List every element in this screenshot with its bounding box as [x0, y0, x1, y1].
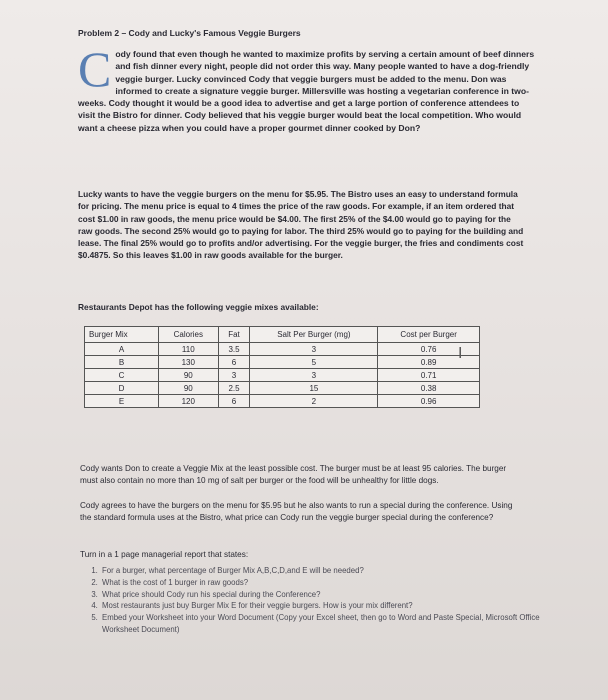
- cell: 130: [159, 356, 219, 369]
- cell: A: [85, 343, 159, 356]
- col-salt: Salt Per Burger (mg): [250, 327, 378, 343]
- cell: E: [85, 395, 159, 408]
- list-item: 1. For a burger, what percentage of Burger Mix A,B,C,D,and E will be needed?: [100, 565, 560, 577]
- cell: 3: [250, 343, 378, 356]
- cell: 6: [218, 395, 250, 408]
- cell: 3: [218, 369, 250, 382]
- cell: 3: [250, 369, 378, 382]
- table-row: [85, 382, 480, 395]
- table-row: [85, 356, 480, 369]
- cell: 3.5: [218, 343, 250, 356]
- col-cost: Cost per Burger: [378, 327, 480, 343]
- table-header-row: [85, 327, 480, 343]
- cell: 6: [218, 356, 250, 369]
- cell: 120: [159, 395, 219, 408]
- problem-title: Problem 2 – Cody and Lucky's Famous Veggie Burgers: [78, 28, 301, 38]
- cell: 0.38: [378, 382, 480, 395]
- constraints-paragraph: Cody wants Don to create a Veggie Mix at the least possible cost. The burger must be at least 95 calories. The burger must also contain no more than 10 mg of salt per burger or the food will be unhealthy for little dogs.: [80, 464, 507, 486]
- col-calories: Calories: [159, 327, 219, 343]
- drop-cap: C: [78, 41, 112, 97]
- table-row: [85, 395, 480, 408]
- veggie-mix-table: [84, 326, 480, 408]
- intro-text: ody found that even though he wanted to maximize profits by serving a certain amount of beef dinners and fish dinner every night, people did not order this way. Many people wanted to have a dog-friendly veggie burger. Lucky convinced Cody that veggie burgers must be added to the menu. Don was informed to create a signature veggie burger. Millersville was hosting a vegetarian conference in two-weeks. Cody thought it would be a good idea to advertise and get a large portion of conference attendees to visit the Bistro for dinner. Cody believed that his veggie burger would beat the local competition. Who would want a cheese pizza when you could have a proper gourmet dinner cooked by Don?: [78, 49, 535, 133]
- table-row: [85, 369, 480, 382]
- cell: 90: [159, 369, 219, 382]
- pricing-paragraph: Lucky wants to have the veggie burgers on the menu for $5.95. The Bistro uses an easy to understand formula for pricing. The menu price is equal to 4 times the price of the raw goods. For example, if an item ordered that cost $1.00 in raw goods, the menu price would be $4.00. The first 25% of the $4.00 would go to paying for the raw goods. The second 25% would go to paying for labor. The third 25% would go to paying for the building and lease. The final 25% would go to profits and/or advertising. For the veggie burger, the fries and condiments cost $0.4875. So this leaves $1.00 in raw goods available for the burger.: [78, 189, 524, 261]
- cell: 15: [250, 382, 378, 395]
- cell: 0.76: [378, 343, 480, 356]
- mixes-intro: Restaurants Depot has the following veggie mixes available:: [78, 302, 319, 312]
- cell: B: [85, 356, 159, 369]
- cell: 0.71: [378, 369, 480, 382]
- cell: 110: [159, 343, 219, 356]
- intro-paragraph: [78, 41, 538, 134]
- text-cursor-icon: I: [458, 345, 463, 362]
- cell: 90: [159, 382, 219, 395]
- list-item: 2. What is the cost of 1 burger in raw goods?: [100, 577, 560, 589]
- cell: C: [85, 369, 159, 382]
- list-item: 4. Most restaurants just buy Burger Mix E for their veggie burgers. How is your mix different?: [100, 600, 560, 612]
- list-item: 3. What price should Cody run his special during the Conference?: [100, 589, 560, 601]
- col-burger-mix: Burger Mix: [85, 327, 159, 343]
- report-questions: [84, 565, 560, 636]
- cell: D: [85, 382, 159, 395]
- list-item: 5. Embed your Worksheet into your Word Document (Copy your Excel sheet, then go to Word and Paste Special, Microsoft Office Worksheet Document): [100, 612, 560, 636]
- cell: 2.5: [218, 382, 250, 395]
- cell: 2: [250, 395, 378, 408]
- table-row: [85, 343, 480, 356]
- special-price-paragraph: Cody agrees to have the burgers on the menu for $5.95 but he also wants to run a special during the conference. Using the standard formula uses at the Bistro, what price can Cody run the veggie burger special during the conference?: [80, 501, 513, 523]
- cell: 0.89: [378, 356, 480, 369]
- col-fat: Fat: [218, 327, 250, 343]
- report-instruction: Turn in a 1 page managerial report that states:: [80, 550, 249, 559]
- cell: 0.96: [378, 395, 480, 408]
- cell: 5: [250, 356, 378, 369]
